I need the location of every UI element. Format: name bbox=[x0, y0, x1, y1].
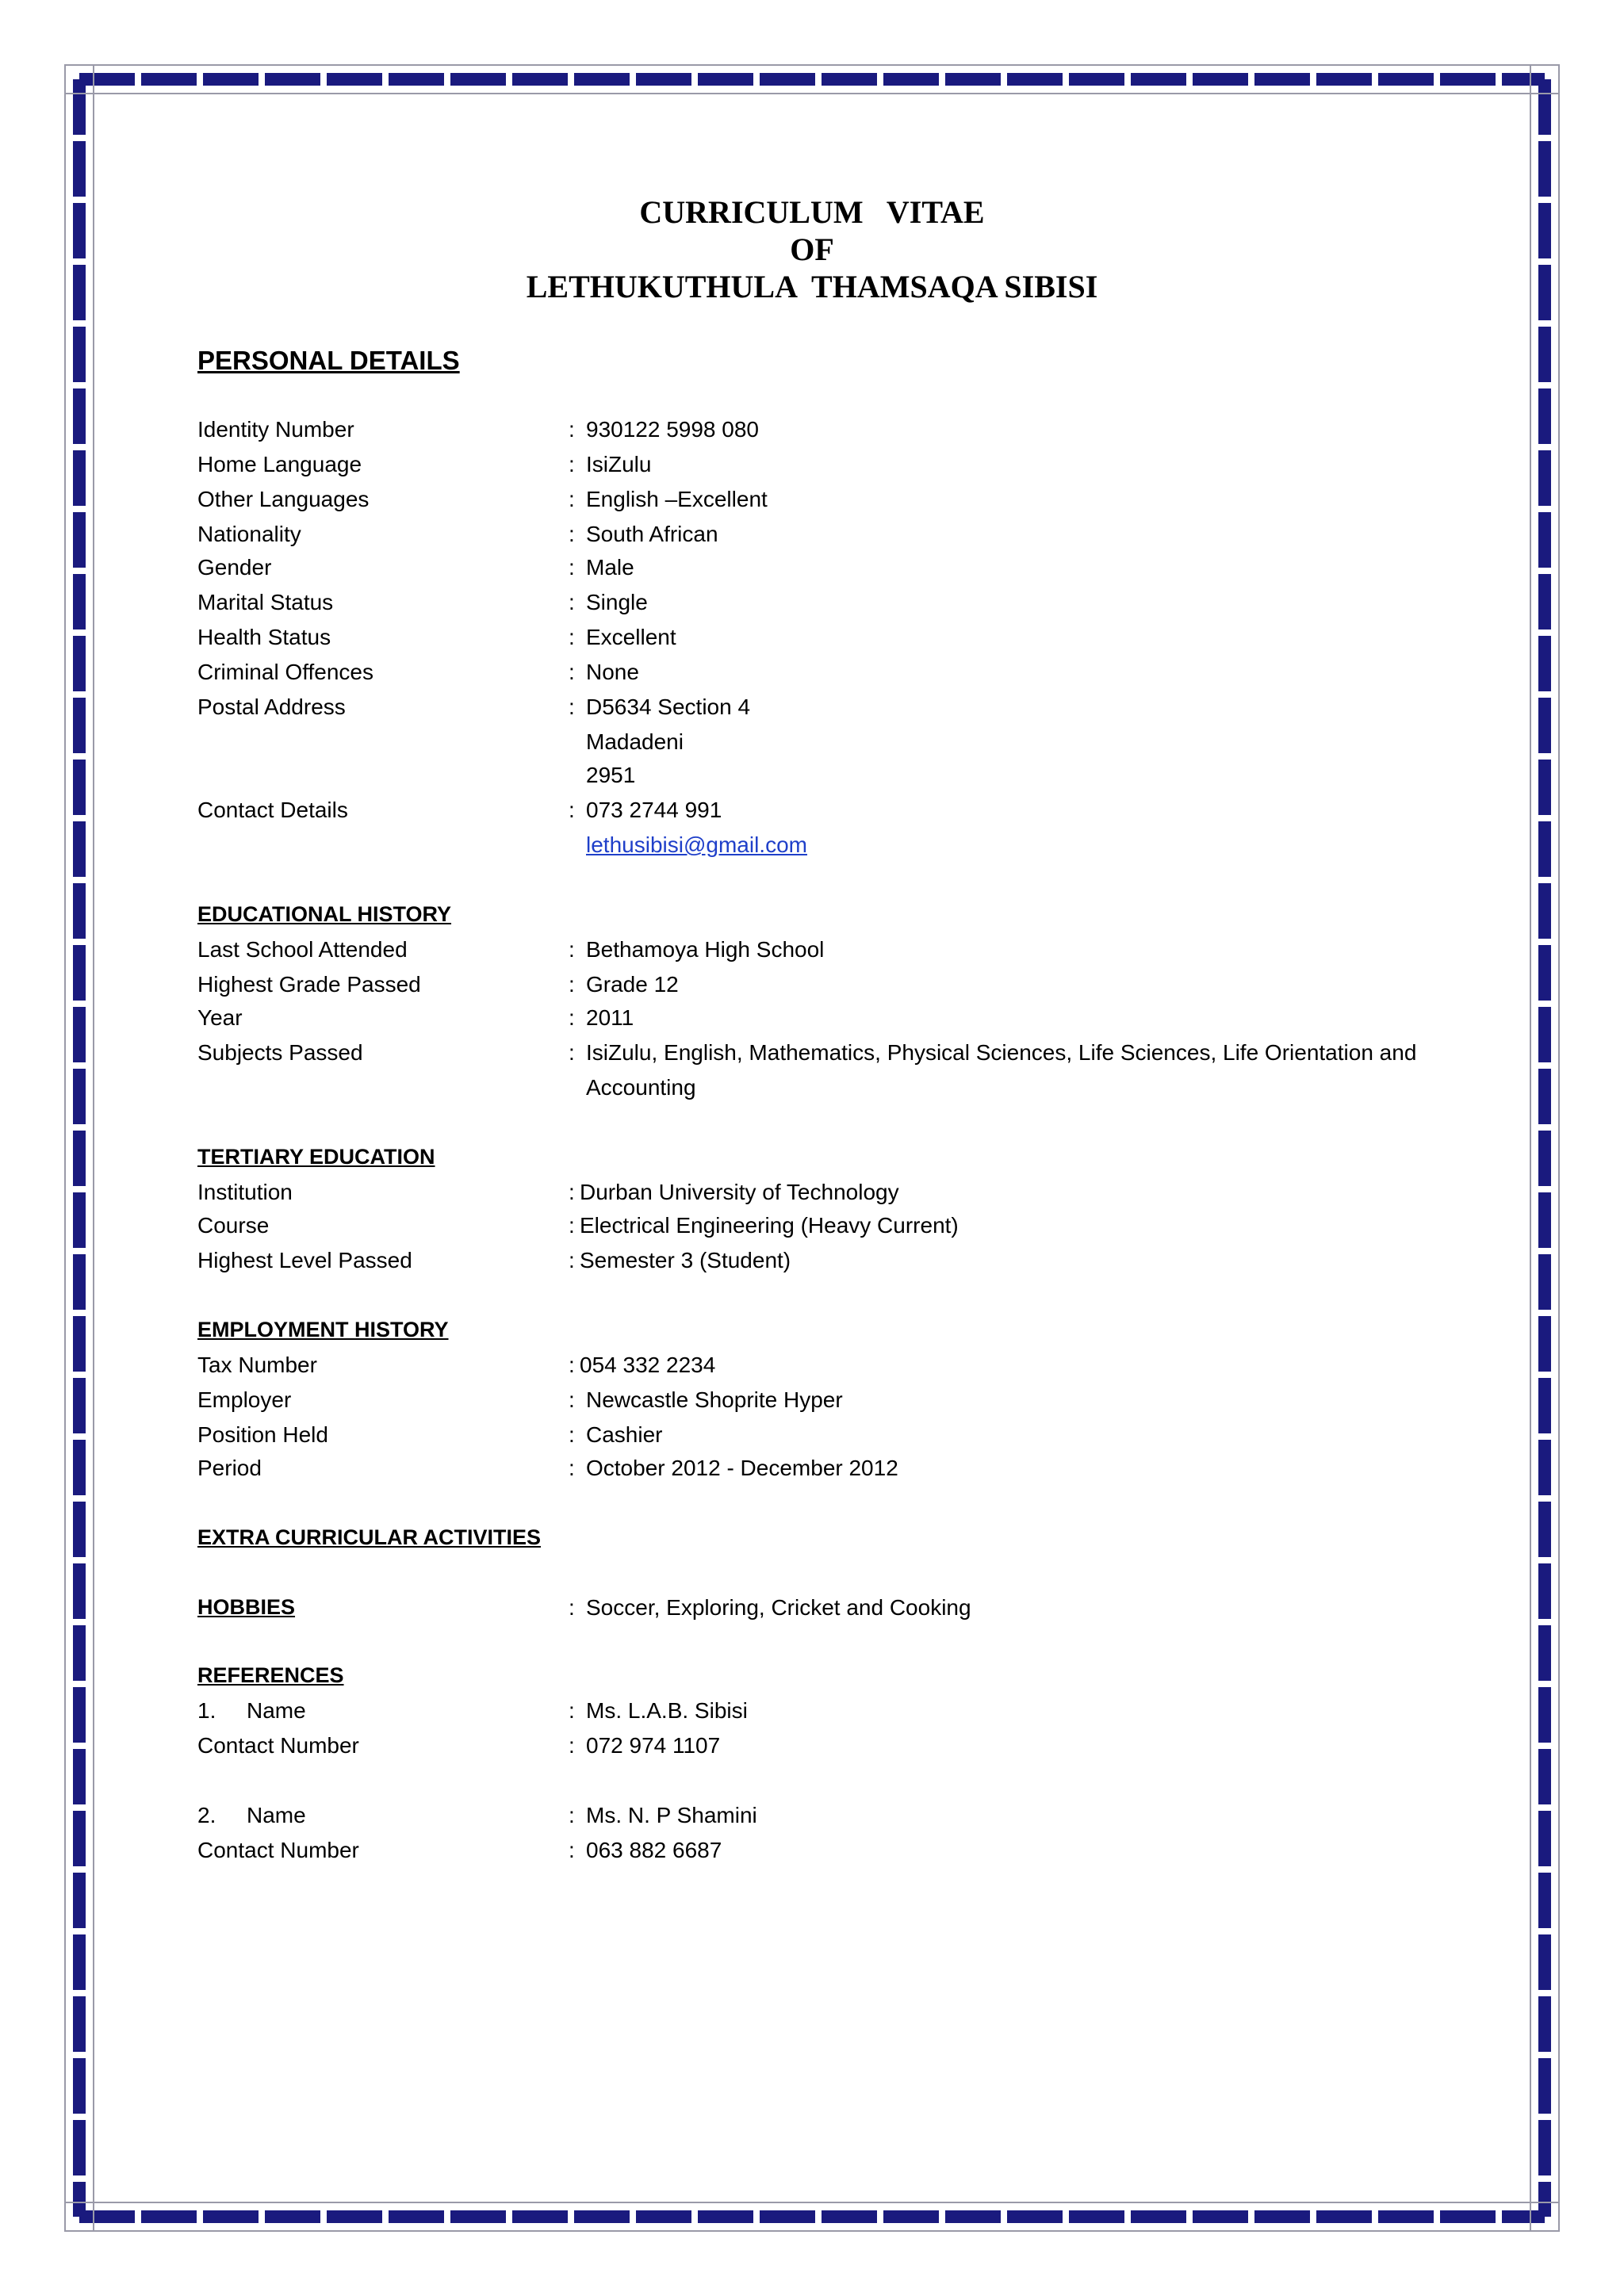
colon: : bbox=[569, 452, 575, 476]
institution-label: Institution bbox=[197, 1180, 293, 1204]
reference-2-number: 2. bbox=[197, 1803, 216, 1827]
gender-value: Male bbox=[586, 555, 634, 580]
last-school-label: Last School Attended bbox=[197, 937, 408, 962]
reference-1-name-row bbox=[197, 1698, 1466, 1730]
reference-2-contact-label: Contact Number bbox=[197, 1838, 359, 1862]
colon: : bbox=[569, 1387, 575, 1412]
colon: : bbox=[569, 1456, 575, 1480]
colon: : bbox=[569, 1595, 575, 1620]
reference-2-name: Ms. N. P Shamini bbox=[586, 1803, 757, 1827]
last-school-value: Bethamoya High School bbox=[586, 937, 825, 962]
reference-1-name: Ms. L.A.B. Sibisi bbox=[586, 1698, 748, 1723]
colon: : bbox=[569, 1803, 575, 1827]
other-languages-value: English –Excellent bbox=[586, 487, 768, 511]
cv-title bbox=[0, 193, 1624, 305]
colon: : bbox=[569, 798, 575, 822]
reference-1-name-label: Name bbox=[247, 1698, 306, 1723]
identity-value: 930122 5998 080 bbox=[586, 417, 759, 442]
period-row bbox=[197, 1456, 1466, 1487]
hobbies-heading: HOBBIES bbox=[197, 1595, 296, 1619]
colon: : bbox=[569, 555, 575, 580]
colon: : bbox=[569, 625, 575, 649]
reference-1-contact-label: Contact Number bbox=[197, 1733, 359, 1758]
highest-grade-label: Highest Grade Passed bbox=[197, 972, 421, 997]
colon: : bbox=[569, 972, 575, 997]
reference-2-contact: 063 882 6687 bbox=[586, 1838, 722, 1862]
postal-address-row bbox=[197, 695, 1466, 726]
position-held-value: Cashier bbox=[586, 1422, 663, 1447]
tax-number-label: Tax Number bbox=[197, 1353, 317, 1377]
employment-history-heading: EMPLOYMENT HISTORY bbox=[197, 1318, 449, 1341]
colon: : bbox=[569, 937, 575, 962]
last-school-row bbox=[197, 937, 1466, 969]
identity-label: Identity Number bbox=[197, 417, 354, 442]
hobbies-row bbox=[197, 1595, 1466, 1627]
colon: : bbox=[569, 1248, 575, 1272]
postal-address-line-2: Madadeni bbox=[586, 729, 684, 754]
colon: : bbox=[569, 695, 575, 719]
reference-2-name-label: Name bbox=[247, 1803, 306, 1827]
contact-phone: 073 2744 991 bbox=[586, 798, 722, 822]
institution-row bbox=[197, 1180, 1466, 1211]
colon: : bbox=[569, 1213, 575, 1238]
postal-address-label: Postal Address bbox=[197, 695, 346, 719]
reference-2-contact-row bbox=[197, 1838, 1466, 1869]
course-value: Electrical Engineering (Heavy Current) bbox=[580, 1213, 959, 1238]
colon: : bbox=[569, 1353, 575, 1377]
contact-details-label: Contact Details bbox=[197, 798, 348, 822]
colon: : bbox=[569, 1838, 575, 1862]
year-value: 2011 bbox=[586, 1005, 634, 1030]
criminal-offences-value: None bbox=[586, 660, 639, 684]
health-status-value: Excellent bbox=[586, 625, 676, 649]
colon: : bbox=[569, 590, 575, 614]
tax-number-value: 054 332 2234 bbox=[580, 1353, 716, 1377]
course-label: Course bbox=[197, 1213, 270, 1238]
contact-email-link[interactable]: lethusibisi@gmail.com bbox=[586, 832, 807, 857]
title-line-2: OF bbox=[790, 232, 834, 267]
references-heading: REFERENCES bbox=[197, 1663, 344, 1687]
subjects-line-2: Accounting bbox=[586, 1075, 696, 1100]
reference-2-name-row bbox=[197, 1803, 1466, 1835]
identity-row bbox=[197, 417, 1466, 449]
period-label: Period bbox=[197, 1456, 262, 1480]
home-language-label: Home Language bbox=[197, 452, 362, 476]
gender-row bbox=[197, 555, 1466, 587]
position-held-row bbox=[197, 1422, 1466, 1454]
postal-address-line-3: 2951 bbox=[586, 763, 636, 787]
period-value: October 2012 - December 2012 bbox=[586, 1456, 898, 1480]
other-languages-label: Other Languages bbox=[197, 487, 370, 511]
colon: : bbox=[569, 1733, 575, 1758]
colon: : bbox=[569, 487, 575, 511]
gender-label: Gender bbox=[197, 555, 272, 580]
contact-details-row bbox=[197, 798, 1466, 829]
colon: : bbox=[569, 1422, 575, 1447]
postal-address-line-1: D5634 Section 4 bbox=[586, 695, 751, 719]
position-held-label: Position Held bbox=[197, 1422, 328, 1447]
reference-1-contact: 072 974 1107 bbox=[586, 1733, 721, 1758]
subjects-row bbox=[197, 1040, 1466, 1072]
home-language-value: IsiZulu bbox=[586, 452, 652, 476]
criminal-offences-label: Criminal Offences bbox=[197, 660, 374, 684]
health-status-label: Health Status bbox=[197, 625, 331, 649]
title-line-3: LETHUKUTHULA THAMSAQA SIBISI bbox=[526, 269, 1098, 304]
employer-value: Newcastle Shoprite Hyper bbox=[586, 1387, 843, 1412]
reference-1-contact-row bbox=[197, 1733, 1466, 1765]
highest-grade-row bbox=[197, 972, 1466, 1004]
colon: : bbox=[569, 1698, 575, 1723]
institution-value: Durban University of Technology bbox=[580, 1180, 899, 1204]
hobbies-value: Soccer, Exploring, Cricket and Cooking bbox=[586, 1595, 971, 1620]
year-row bbox=[197, 1005, 1466, 1037]
highest-grade-value: Grade 12 bbox=[586, 972, 679, 997]
tax-number-row bbox=[197, 1353, 1466, 1384]
nationality-value: South African bbox=[586, 522, 718, 546]
course-row bbox=[197, 1213, 1466, 1245]
colon: : bbox=[569, 417, 575, 442]
educational-history-heading: EDUCATIONAL HISTORY bbox=[197, 902, 452, 926]
colon: : bbox=[569, 1040, 575, 1065]
extra-curricular-heading: EXTRA CURRICULAR ACTIVITIES bbox=[197, 1525, 542, 1549]
subjects-label: Subjects Passed bbox=[197, 1040, 363, 1065]
year-label: Year bbox=[197, 1005, 243, 1030]
colon: : bbox=[569, 522, 575, 546]
employer-row bbox=[197, 1387, 1466, 1419]
colon: : bbox=[569, 660, 575, 684]
colon: : bbox=[569, 1005, 575, 1030]
tertiary-education-heading: TERTIARY EDUCATION bbox=[197, 1145, 435, 1169]
criminal-offences-row bbox=[197, 660, 1466, 691]
nationality-label: Nationality bbox=[197, 522, 301, 546]
marital-status-value: Single bbox=[586, 590, 648, 614]
reference-1-number: 1. bbox=[197, 1698, 216, 1723]
nationality-row bbox=[197, 522, 1466, 553]
marital-status-row bbox=[197, 590, 1466, 622]
colon: : bbox=[569, 1180, 575, 1204]
other-languages-row bbox=[197, 487, 1466, 519]
home-language-row bbox=[197, 452, 1466, 484]
highest-level-label: Highest Level Passed bbox=[197, 1248, 412, 1272]
highest-level-row bbox=[197, 1248, 1466, 1280]
title-line-1: CURRICULUM VITAE bbox=[639, 194, 985, 230]
employer-label: Employer bbox=[197, 1387, 292, 1412]
highest-level-value: Semester 3 (Student) bbox=[580, 1248, 791, 1272]
personal-details-heading: PERSONAL DETAILS bbox=[197, 346, 460, 375]
health-status-row bbox=[197, 625, 1466, 656]
marital-status-label: Marital Status bbox=[197, 590, 334, 614]
subjects-line-1: IsiZulu, English, Mathematics, Physical Sciences, Life Sciences, Life Orientation and bbox=[586, 1040, 1417, 1065]
